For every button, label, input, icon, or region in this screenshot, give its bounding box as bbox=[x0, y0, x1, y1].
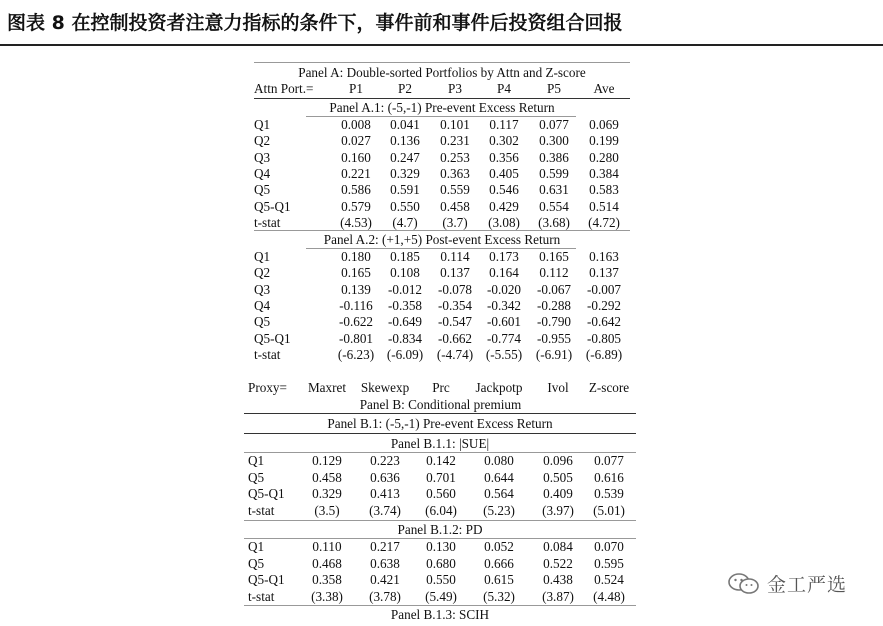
panel-b1-title-rule bbox=[244, 433, 636, 434]
panel-a1-row-cell: 0.069 bbox=[589, 117, 619, 132]
panel-b11-row-label: Q5 bbox=[248, 469, 265, 485]
panel-b12-title: Panel B.1.2: PD bbox=[397, 522, 483, 537]
panel-b12-row-cell: 0.468 bbox=[312, 555, 342, 571]
panel-b11-row-cell: 0.616 bbox=[594, 469, 624, 485]
panel-b12-row-cell: 0.110 bbox=[312, 539, 342, 554]
panel-a1-row-cell: 0.160 bbox=[341, 149, 371, 165]
panel-b-proxy-cell: Jackpotp bbox=[475, 380, 523, 395]
panel-a2-row-cell: 0.164 bbox=[489, 265, 519, 281]
panel-a1-row-cell: 0.583 bbox=[589, 182, 619, 198]
panel-a2-row-cell: 0.137 bbox=[589, 265, 619, 281]
panel-a2-row-cell: -0.067 bbox=[536, 281, 572, 297]
panel-a1-row-cell: 0.579 bbox=[341, 198, 371, 214]
panel-a1-row-cell: 0.027 bbox=[341, 133, 371, 149]
panel-a2-row-cell: -0.805 bbox=[586, 330, 622, 346]
panel-b-proxy-cell: Z-score bbox=[588, 380, 630, 395]
panel-a2-row-label: Q3 bbox=[254, 281, 271, 297]
panel-b11-row-cell: 0.142 bbox=[426, 453, 456, 468]
panel-a1-row-cell: (4.53) bbox=[340, 214, 372, 230]
panel-a2-row-cell: 0.108 bbox=[390, 265, 420, 281]
panel-b11-row-cell: (6.04) bbox=[425, 502, 457, 518]
panel-b11-row-cell: 0.223 bbox=[370, 453, 400, 468]
panel-a-header-cell: P1 bbox=[349, 81, 363, 96]
panel-a1-row-label: t-stat bbox=[254, 214, 281, 230]
panel-a2-row-cell: 0.114 bbox=[440, 249, 470, 264]
panel-a2-row-label: Q2 bbox=[254, 265, 271, 281]
panel-b11-row-cell: (3.5) bbox=[314, 502, 340, 518]
panel-a1-row-cell: 0.280 bbox=[589, 149, 619, 165]
panel-b12-row-cell: 0.666 bbox=[484, 555, 514, 571]
panel-b11-row-cell: 0.413 bbox=[370, 486, 400, 501]
panel-a1-row-cell: 0.586 bbox=[341, 182, 371, 198]
panel-b12-row-label: Q1 bbox=[248, 539, 265, 554]
panel-b12-row-cell: 0.550 bbox=[426, 572, 456, 587]
panel-b1-title: Panel B.1: (-5,-1) Pre-event Excess Return bbox=[327, 416, 553, 431]
panel-a2-row-cell: -0.649 bbox=[387, 314, 423, 330]
panel-a1-row-cell: 0.559 bbox=[440, 182, 470, 198]
panel-b-proxy-cell: Ivol bbox=[547, 380, 569, 395]
panel-b12-row-cell: 0.438 bbox=[543, 572, 573, 587]
panel-a1-row-cell: (4.7) bbox=[392, 214, 418, 230]
panel-b12-row-label: t-stat bbox=[248, 588, 275, 604]
panel-a2-row-cell: -0.955 bbox=[536, 330, 572, 346]
panel-a-title: Panel A: Double-sorted Portfolios by Attn and Z-score bbox=[298, 65, 586, 80]
panel-b12-row-cell: (5.32) bbox=[483, 588, 515, 604]
panel-a2-row-cell: 0.185 bbox=[390, 249, 420, 264]
panel-b11-row-label: Q5-Q1 bbox=[248, 486, 285, 501]
panel-a1-row-cell: 0.077 bbox=[539, 117, 569, 132]
panel-a2-row-cell: -0.358 bbox=[387, 297, 423, 313]
panel-a1-row-cell: 0.384 bbox=[589, 165, 619, 181]
panel-b12-row-cell: (5.49) bbox=[425, 588, 457, 604]
panel-b12-row-cell: (3.38) bbox=[311, 588, 343, 604]
panel-a2-row-cell: -0.601 bbox=[486, 314, 522, 330]
panel-b11-row-cell: (3.74) bbox=[369, 502, 401, 518]
panel-b-title-rule bbox=[244, 413, 636, 414]
panel-a1-row-cell: 0.356 bbox=[489, 149, 519, 165]
panel-b11-row-cell: (5.23) bbox=[483, 502, 515, 518]
panel-a2-row-label: t-stat bbox=[254, 346, 281, 362]
panel-a1-row-cell: 0.429 bbox=[489, 198, 519, 214]
panel-a-top-rule bbox=[254, 62, 630, 63]
panel-a2-row-cell: 0.139 bbox=[341, 281, 371, 297]
panel-b11-title: Panel B.1.1: |SUE| bbox=[390, 436, 490, 451]
panel-b-proxy-cell: Skewexp bbox=[360, 380, 410, 395]
panel-a1-row-cell: 0.199 bbox=[589, 133, 619, 149]
panel-a1-row-cell: 0.386 bbox=[539, 149, 569, 165]
panel-b11-row-cell: 0.409 bbox=[543, 486, 573, 501]
panel-a2-row-cell: (-6.23) bbox=[337, 346, 375, 362]
panel-a1-row-cell: 0.329 bbox=[390, 165, 420, 181]
panel-a1-row-cell: 0.554 bbox=[539, 198, 569, 214]
panel-a1-row-cell: 0.101 bbox=[440, 117, 470, 132]
panel-a2-row-cell: -0.292 bbox=[586, 297, 622, 313]
panel-a2-row-label: Q4 bbox=[254, 297, 271, 313]
figure-title: 图表 8 在控制投资者注意力指标的条件下，事件前和事件后投资组合回报 bbox=[7, 12, 623, 34]
panel-a2-row-cell: -0.622 bbox=[338, 314, 374, 330]
panel-a1-row-cell: 0.405 bbox=[489, 165, 519, 181]
panel-b12-row-cell: 0.358 bbox=[312, 572, 342, 587]
panel-a1-title: Panel A.1: (-5,-1) Pre-event Excess Return bbox=[329, 100, 555, 115]
panel-b-proxy-label: Proxy= bbox=[248, 380, 287, 395]
panel-b-proxy-cell: Prc bbox=[432, 380, 450, 395]
panel-a2-row-cell: (-6.09) bbox=[386, 346, 424, 362]
panel-b12-bottom-rule bbox=[244, 605, 636, 606]
panel-a2-row-cell: 0.173 bbox=[489, 249, 519, 264]
panel-a1-row-cell: (4.72) bbox=[588, 214, 620, 230]
panel-a2-row-cell: (-6.91) bbox=[535, 346, 573, 362]
panel-a2-row-cell: -0.354 bbox=[437, 297, 473, 313]
watermark-text: 金工严选 bbox=[767, 574, 848, 596]
panel-b12-row-cell: 0.595 bbox=[594, 555, 624, 571]
panel-b11-row-cell: 0.564 bbox=[484, 486, 514, 501]
panel-a-header-cell: Ave bbox=[593, 81, 615, 96]
panel-a2-row-cell: -0.116 bbox=[339, 297, 373, 313]
panel-a2-row-cell: -0.012 bbox=[387, 281, 423, 297]
panel-b-proxy-cell: Maxret bbox=[307, 380, 347, 395]
panel-a2-row-cell: (-4.74) bbox=[436, 346, 474, 362]
panel-a2-row-cell: 0.180 bbox=[341, 249, 371, 264]
panel-a2-row-cell: (-6.89) bbox=[585, 346, 623, 362]
panel-a1-row-cell: 0.514 bbox=[589, 198, 619, 214]
panel-b11-row-cell: (5.01) bbox=[593, 502, 625, 518]
panel-b11-row-cell: (3.97) bbox=[542, 502, 574, 518]
panel-a1-row-label: Q4 bbox=[254, 165, 271, 181]
panel-a2-title: Panel A.2: (+1,+5) Post-event Excess Return bbox=[323, 232, 561, 247]
panel-b12-row-cell: 0.217 bbox=[370, 539, 400, 554]
panel-a-header-cell: P2 bbox=[398, 81, 412, 96]
panel-a2-row-label: Q5 bbox=[254, 314, 271, 330]
panel-b12-row-cell: 0.522 bbox=[543, 555, 573, 571]
panel-a1-row-cell: 0.599 bbox=[539, 165, 569, 181]
panel-a2-row-cell: -0.801 bbox=[338, 330, 374, 346]
panel-a2-row-cell: 0.137 bbox=[440, 265, 470, 281]
panel-a1-row-cell: 0.247 bbox=[390, 149, 420, 165]
panel-a2-row-label: Q1 bbox=[254, 249, 271, 264]
panel-b11-row-cell: 0.644 bbox=[484, 469, 514, 485]
panel-a2-row-cell: 0.165 bbox=[341, 265, 371, 281]
panel-a1-row-label: Q1 bbox=[254, 117, 271, 132]
panel-a-header-rule bbox=[254, 98, 630, 99]
panel-b11-row-cell: 0.329 bbox=[312, 486, 342, 501]
panel-a2-row-cell: -0.007 bbox=[586, 281, 622, 297]
panel-b11-row-cell: 0.080 bbox=[484, 453, 514, 468]
panel-a2-row-cell: -0.834 bbox=[387, 330, 423, 346]
panel-b12-row-cell: 0.070 bbox=[594, 539, 624, 554]
panel-a1-row-cell: (3.68) bbox=[538, 214, 570, 230]
panel-a-header-cell: P4 bbox=[497, 81, 511, 96]
panel-a1-bottom-rule bbox=[254, 230, 630, 231]
panel-b11-row-cell: 0.077 bbox=[594, 453, 624, 468]
panel-b11-row-cell: 0.539 bbox=[594, 486, 624, 501]
panel-b11-row-label: t-stat bbox=[248, 502, 275, 518]
panel-a2-row-cell: -0.342 bbox=[486, 297, 522, 313]
panel-a2-row-cell: 0.112 bbox=[539, 265, 569, 281]
panel-a1-row-cell: (3.08) bbox=[488, 214, 520, 230]
panel-a1-row-cell: 0.041 bbox=[390, 117, 420, 132]
panel-a1-row-cell: 0.300 bbox=[539, 133, 569, 149]
panel-a1-row-cell: 0.631 bbox=[539, 182, 569, 198]
panel-b11-row-cell: 0.505 bbox=[543, 469, 573, 485]
panel-b12-row-cell: 0.615 bbox=[484, 572, 514, 587]
panel-a1-row-label: Q5 bbox=[254, 182, 271, 198]
panel-a-header-cell: P3 bbox=[448, 81, 462, 96]
panel-a1-row-cell: 0.136 bbox=[390, 133, 420, 149]
panel-a1-row-cell: 0.550 bbox=[390, 198, 420, 214]
panel-b11-row-cell: 0.560 bbox=[426, 486, 456, 501]
panel-a1-row-label: Q2 bbox=[254, 133, 271, 149]
panel-a1-row-cell: 0.231 bbox=[440, 133, 470, 149]
panel-a1-row-cell: 0.117 bbox=[489, 117, 519, 132]
panel-b11-row-cell: 0.701 bbox=[426, 469, 456, 485]
panel-b12-row-cell: 0.052 bbox=[484, 539, 514, 554]
panel-a2-row-cell: -0.774 bbox=[486, 330, 522, 346]
panel-b12-row-cell: 0.638 bbox=[370, 555, 400, 571]
panel-a2-row-cell: (-5.55) bbox=[485, 346, 523, 362]
panel-a2-row-cell: -0.547 bbox=[437, 314, 473, 330]
panel-b12-row-cell: (4.48) bbox=[593, 588, 625, 604]
panel-a1-row-cell: 0.458 bbox=[440, 198, 470, 214]
panel-b13-title: Panel B.1.3: SCIH bbox=[390, 607, 490, 622]
panel-a2-row-cell: -0.662 bbox=[437, 330, 473, 346]
panel-a-header-cell: P5 bbox=[547, 81, 561, 96]
panel-a1-row-cell: 0.546 bbox=[489, 182, 519, 198]
wechat-icon bbox=[727, 571, 761, 597]
panel-a2-row-cell: -0.078 bbox=[437, 281, 473, 297]
panel-a-header-label: Attn Port.= bbox=[254, 81, 314, 96]
panel-b12-row-label: Q5 bbox=[248, 555, 265, 571]
panel-b12-row-cell: 0.084 bbox=[543, 539, 573, 554]
panel-b11-row-label: Q1 bbox=[248, 453, 265, 468]
panel-b11-bottom-rule bbox=[244, 520, 636, 521]
panel-a1-row-cell: 0.591 bbox=[390, 182, 420, 198]
panel-a1-row-cell: 0.253 bbox=[440, 149, 470, 165]
panel-b12-row-cell: 0.421 bbox=[370, 572, 400, 587]
watermark bbox=[727, 570, 847, 597]
panel-b11-row-cell: 0.129 bbox=[312, 453, 342, 468]
panel-b12-row-cell: (3.87) bbox=[542, 588, 574, 604]
panel-a1-row-cell: (3.7) bbox=[442, 214, 468, 230]
panel-a1-row-cell: 0.008 bbox=[341, 117, 371, 132]
title-underline bbox=[0, 44, 883, 46]
panel-b12-row-cell: 0.524 bbox=[594, 572, 624, 587]
panel-a1-row-cell: 0.363 bbox=[440, 165, 470, 181]
panel-a1-row-label: Q3 bbox=[254, 149, 271, 165]
panel-b-title: Panel B: Conditional premium bbox=[359, 397, 522, 412]
panel-a2-row-cell: -0.790 bbox=[536, 314, 572, 330]
panel-b12-row-label: Q5-Q1 bbox=[248, 572, 285, 587]
panel-b12-row-cell: 0.130 bbox=[426, 539, 456, 554]
panel-b11-row-cell: 0.096 bbox=[543, 453, 573, 468]
panel-b12-row-cell: 0.680 bbox=[426, 555, 456, 571]
panel-a2-row-cell: -0.642 bbox=[586, 314, 622, 330]
panel-a2-row-cell: -0.288 bbox=[536, 297, 572, 313]
panel-a2-row-cell: 0.165 bbox=[539, 249, 569, 264]
panel-a1-row-cell: 0.221 bbox=[341, 165, 371, 181]
panel-a1-row-label: Q5-Q1 bbox=[254, 198, 291, 214]
panel-a1-row-cell: 0.302 bbox=[489, 133, 519, 149]
panel-b11-row-cell: 0.458 bbox=[312, 469, 342, 485]
panel-a2-row-cell: 0.163 bbox=[589, 249, 619, 264]
panel-a2-row-cell: -0.020 bbox=[486, 281, 522, 297]
panel-b12-row-cell: (3.78) bbox=[369, 588, 401, 604]
panel-b11-row-cell: 0.636 bbox=[370, 469, 400, 485]
panel-a2-row-label: Q5-Q1 bbox=[254, 330, 291, 346]
